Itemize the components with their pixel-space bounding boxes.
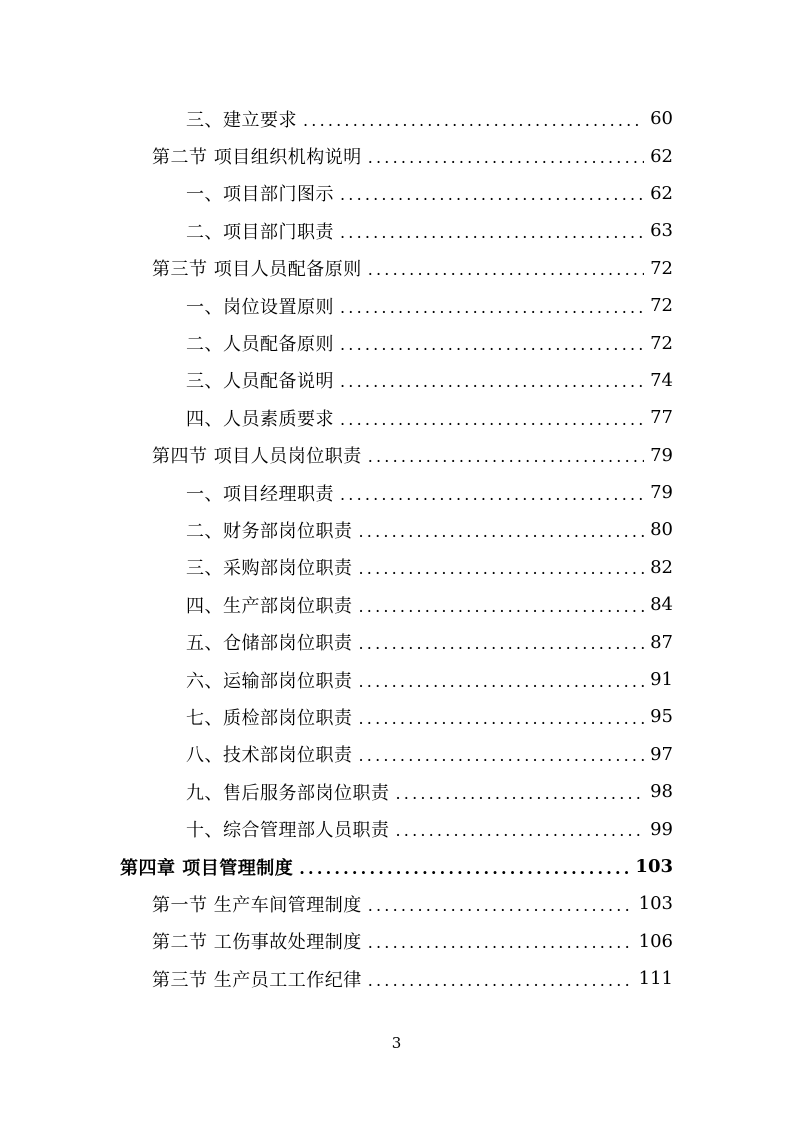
toc-dot-leader xyxy=(396,786,645,802)
toc-entry-title: 三、人员配备说明 xyxy=(186,371,334,393)
toc-entry-item[interactable] xyxy=(0,661,793,698)
toc-entry-page: 91 xyxy=(650,669,673,691)
toc-entry-page: 98 xyxy=(650,781,673,803)
toc-entry-item[interactable] xyxy=(0,362,793,399)
toc-dot-leader xyxy=(396,823,645,839)
toc-dot-leader xyxy=(359,748,645,764)
toc-entry-item[interactable] xyxy=(0,511,793,548)
toc-entry-item[interactable] xyxy=(0,810,793,847)
toc-dot-leader xyxy=(368,449,644,465)
toc-entry-title: 九、售后服务部岗位职责 xyxy=(186,782,390,804)
toc-entry-title: 第四节 项目人员岗位职责 xyxy=(152,446,362,468)
toc-dot-leader xyxy=(340,487,644,503)
toc-dot-leader xyxy=(359,524,645,540)
toc-dot-leader xyxy=(340,337,644,353)
toc-entry-item[interactable] xyxy=(0,736,793,773)
toc-entry-item[interactable] xyxy=(0,287,793,324)
toc-entry-page: 60 xyxy=(650,108,673,130)
toc-entry-item[interactable] xyxy=(0,698,793,735)
toc-dot-leader xyxy=(359,711,645,727)
toc-entry-section[interactable] xyxy=(0,923,793,960)
toc-entry-title: 二、项目部门职责 xyxy=(186,221,334,243)
toc-entry-title: 第二节 项目组织机构说明 xyxy=(152,147,362,169)
toc-entry-page: 62 xyxy=(650,145,673,167)
toc-entry-page: 103 xyxy=(635,856,673,877)
toc-entry-chapter[interactable] xyxy=(0,848,793,885)
toc-dot-leader xyxy=(303,113,644,129)
toc-entry-section[interactable] xyxy=(0,137,793,174)
toc-dot-leader xyxy=(359,561,645,577)
toc-entry-page: 77 xyxy=(650,407,673,429)
toc-entry-title: 一、岗位设置原则 xyxy=(186,296,334,318)
toc-entry-item[interactable] xyxy=(0,586,793,623)
toc-entry-title: 第四章 项目管理制度 xyxy=(120,857,294,879)
toc-entry-page: 79 xyxy=(650,444,673,466)
toc-entry-section[interactable] xyxy=(0,250,793,287)
toc-dot-leader xyxy=(299,861,629,877)
toc-entry-title: 十、综合管理部人员职责 xyxy=(186,820,390,842)
toc-entry-page: 72 xyxy=(650,295,673,317)
toc-entry-item[interactable] xyxy=(0,623,793,660)
toc-entry-page: 82 xyxy=(650,556,673,578)
toc-entry-title: 三、建立要求 xyxy=(186,109,297,131)
toc-dot-leader xyxy=(340,300,644,316)
toc-entry-page: 111 xyxy=(638,968,673,990)
toc-entry-title: 八、技术部岗位职责 xyxy=(186,745,353,767)
toc-entry-item[interactable] xyxy=(0,175,793,212)
toc-entry-page: 80 xyxy=(650,519,673,541)
toc-dot-leader xyxy=(359,599,645,615)
toc-entry-page: 63 xyxy=(650,220,673,242)
toc-entry-title: 一、项目部门图示 xyxy=(186,184,334,206)
toc-dot-leader xyxy=(368,973,633,989)
toc-entry-item[interactable] xyxy=(0,399,793,436)
toc-entry-item[interactable] xyxy=(0,773,793,810)
toc-entry-item[interactable] xyxy=(0,100,793,137)
toc-entry-title: 二、财务部岗位职责 xyxy=(186,520,353,542)
toc-entry-title: 四、人员素质要求 xyxy=(186,408,334,430)
toc-entry-page: 79 xyxy=(650,482,673,504)
toc-dot-leader xyxy=(340,412,644,428)
toc-entry-page: 103 xyxy=(638,893,673,915)
toc-entry-title: 三、采购部岗位职责 xyxy=(186,558,353,580)
toc-entry-section[interactable] xyxy=(0,960,793,997)
toc-entry-page: 99 xyxy=(650,818,673,840)
toc-entry-title: 第三节 项目人员配备原则 xyxy=(152,259,362,281)
toc-entry-title: 六、运输部岗位职责 xyxy=(186,670,353,692)
toc-entry-page: 74 xyxy=(650,369,673,391)
toc-entry-page: 95 xyxy=(650,706,673,728)
toc-dot-leader xyxy=(368,898,633,914)
toc-dot-leader xyxy=(368,150,644,166)
toc-dot-leader xyxy=(340,225,644,241)
toc-entry-title: 第三节 生产员工工作纪律 xyxy=(152,969,362,991)
toc-entry-page: 72 xyxy=(650,257,673,279)
toc-entry-title: 一、项目经理职责 xyxy=(186,483,334,505)
toc-dot-leader xyxy=(359,674,645,690)
toc-dot-leader xyxy=(340,374,644,390)
toc-entry-page: 62 xyxy=(650,182,673,204)
toc-entry-item[interactable] xyxy=(0,549,793,586)
toc-entry-title: 四、生产部岗位职责 xyxy=(186,595,353,617)
toc-entry-page: 72 xyxy=(650,332,673,354)
toc-entry-title: 五、仓储部岗位职责 xyxy=(186,633,353,655)
toc-entry-item[interactable] xyxy=(0,474,793,511)
toc-dot-leader xyxy=(368,262,644,278)
toc-dot-leader xyxy=(359,636,645,652)
toc-entry-page: 84 xyxy=(650,594,673,616)
toc-entry-item[interactable] xyxy=(0,324,793,361)
toc-entry-section[interactable] xyxy=(0,437,793,474)
toc-entry-title: 第二节 工伤事故处理制度 xyxy=(152,932,362,954)
page-number: 3 xyxy=(391,1034,402,1052)
table-of-contents xyxy=(0,100,793,997)
toc-entry-page: 97 xyxy=(650,743,673,765)
toc-entry-title: 第一节 生产车间管理制度 xyxy=(152,894,362,916)
toc-dot-leader xyxy=(340,187,644,203)
toc-entry-title: 二、人员配备原则 xyxy=(186,334,334,356)
toc-dot-leader xyxy=(368,935,633,951)
toc-entry-section[interactable] xyxy=(0,885,793,922)
toc-entry-title: 七、质检部岗位职责 xyxy=(186,707,353,729)
toc-entry-item[interactable] xyxy=(0,212,793,249)
toc-entry-page: 106 xyxy=(638,930,673,952)
toc-entry-page: 87 xyxy=(650,631,673,653)
